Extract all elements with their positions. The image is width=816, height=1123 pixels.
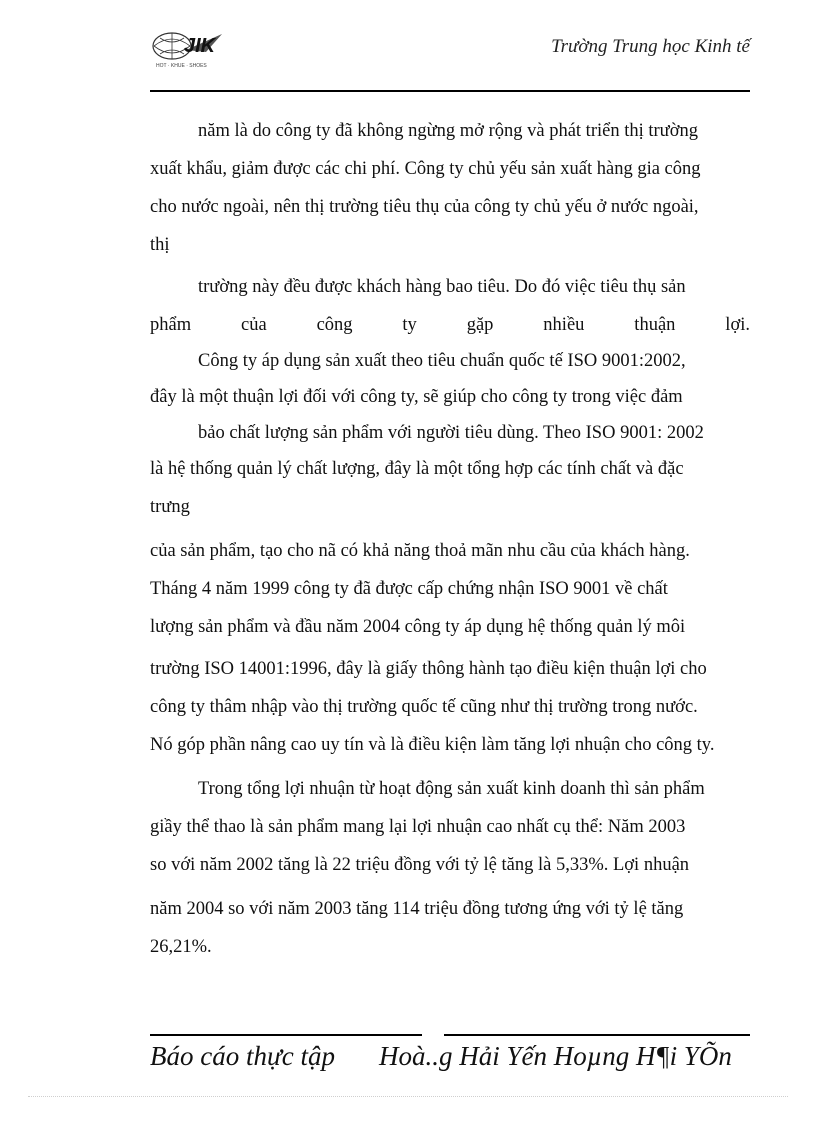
body-line: trường này đều được khách hàng bao tiêu. Do đó việc tiêu thụ sản bbox=[198, 277, 686, 297]
header-divider bbox=[150, 90, 750, 92]
body-line: xuất khẩu, giảm được các chi phí. Công ty chủ yếu sản xuất hàng gia công bbox=[150, 159, 701, 179]
footer bbox=[150, 1041, 732, 1072]
body-line: Tháng 4 năm 1999 công ty đã được cấp chứng nhận ISO 9001 về chất bbox=[150, 579, 668, 599]
body-line: Công ty áp dụng sản xuất theo tiêu chuẩn quốc tế ISO 9001:2002, bbox=[198, 351, 686, 371]
body-line: lượng sản phẩm và đầu năm 2004 công ty áp dụng hệ thống quản lý môi bbox=[150, 617, 686, 637]
body-line: năm là do công ty đã không ngừng mở rộng và phát triển thị trường bbox=[198, 121, 698, 141]
body-line: của sản phẩm, tạo cho nã có khả năng thoả mãn nhu cầu của khách hàng. bbox=[150, 541, 690, 561]
footer-divider-left bbox=[150, 1034, 422, 1036]
body-line: là hệ thống quản lý chất lượng, đây là một tổng hợp các tính chất và đặc bbox=[150, 459, 684, 479]
footer-report-label: Báo cáo thực tập bbox=[150, 1041, 335, 1071]
header-title: Trường Trung học Kinh tế bbox=[551, 36, 750, 57]
body-line: cho nước ngoài, nên thị trường tiêu thụ của công ty chủ yếu ở nước ngoài, bbox=[150, 197, 699, 217]
body-line: Trong tổng lợi nhuận từ hoạt động sản xuất kinh doanh thì sản phẩm bbox=[198, 779, 705, 799]
body-line: giầy thể thao là sản phẩm mang lại lợi nhuận cao nhất cụ thể: Năm 2003 bbox=[150, 817, 686, 837]
body-line: đây là một thuận lợi đối với công ty, sẽ giúp cho công ty trong việc đảm bbox=[150, 387, 683, 407]
body-line: 26,21%. bbox=[150, 937, 212, 957]
body-line: công ty thâm nhập vào thị trường quốc tế cũng như thị trường trong nước. bbox=[150, 697, 698, 717]
body-line: thị bbox=[150, 235, 170, 255]
footer-divider-right bbox=[444, 1034, 750, 1036]
page-edge bbox=[28, 1096, 788, 1097]
body-line: Nó góp phần nâng cao uy tín và là điều kiện làm tăng lợi nhuận cho công ty. bbox=[150, 735, 715, 755]
logo-subtext: HOT · KHUE · SHOES bbox=[156, 63, 207, 69]
body-line: bảo chất lượng sản phẩm với người tiêu dùng. Theo ISO 9001: 2002 bbox=[198, 423, 704, 443]
logo-text: JIK bbox=[184, 35, 216, 57]
body-line: năm 2004 so với năm 2003 tăng 114 triệu đồng tương ứng với tỷ lệ tăng bbox=[150, 899, 684, 919]
body-line: phẩm của công ty gặp nhiều thuận lợi. bbox=[150, 315, 750, 335]
body-line: so với năm 2002 tăng là 22 triệu đồng với tỷ lệ tăng là 5,33%. Lợi nhuận bbox=[150, 855, 690, 875]
body-line: trưng bbox=[150, 497, 190, 517]
company-logo bbox=[150, 30, 228, 70]
body-line: trường ISO 14001:1996, đây là giấy thông hành tạo điều kiện thuận lợi cho bbox=[150, 659, 707, 679]
footer-author-name: Hoà..g Hải Yến Hoµng H¶i YÕn bbox=[378, 1041, 732, 1071]
